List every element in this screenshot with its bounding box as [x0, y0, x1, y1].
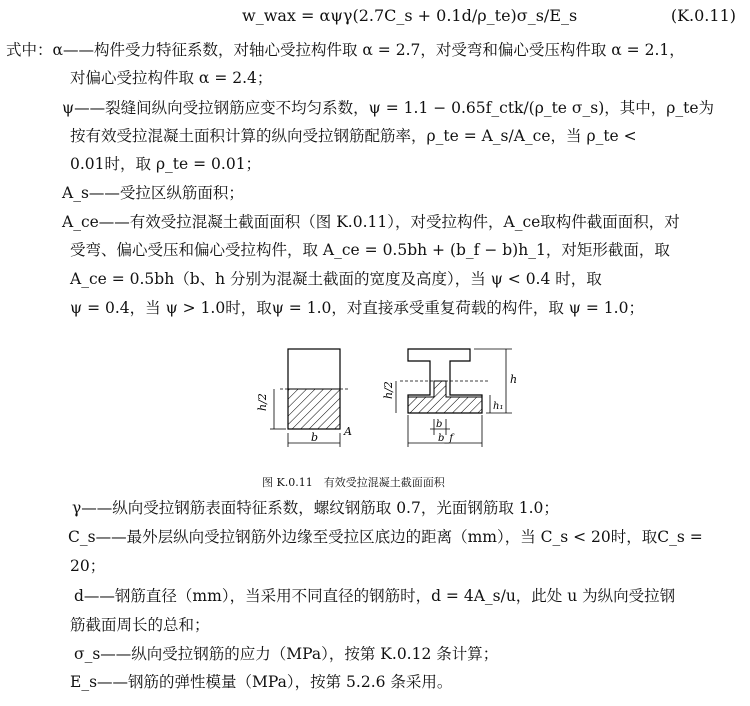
text-line: 0.01时，取 ρ_te = 0.01； — [70, 155, 262, 173]
label-A: A — [344, 425, 352, 438]
formula: w_wax = αψγ(2.7C_s + 0.1d/ρ_te)σ_s/E_s — [242, 6, 578, 25]
text-line: A_ce = 0.5bh（b、h 分别为混凝土截面的宽度及高度），当 ψ < 0.4 时，取 — [70, 270, 602, 288]
dim-half-h-left: h/2 — [256, 393, 269, 411]
text-line: A_s——受拉区纵筋面积； — [62, 184, 244, 202]
t-tension-zone — [408, 381, 482, 413]
text-line: ψ——裂缝间纵向受拉钢筋应变不均匀系数，ψ = 1.1 − 0.65f_ctk/(ρ_te σ_s)，其中，ρ_te为 — [62, 99, 715, 117]
text-line: E_s——钢筋的弹性模量（MPa），按第 5.2.6 条采用。 — [70, 673, 453, 691]
text-line: d——钢筋直径（mm），当采用不同直径的钢筋时，d = 4A_s/u，此处 u 为纵向受拉钢 — [74, 587, 676, 605]
text-line: 对偏心受拉构件取 α = 2.4； — [70, 69, 273, 87]
text-line: γ——纵向受拉钢筋表面特征系数，螺纹钢筋取 0.7，光面钢筋取 1.0； — [72, 499, 559, 517]
text-line: 20； — [70, 557, 106, 575]
dim-h1: h₁ — [493, 401, 504, 412]
dim-half-h-right: h/2 — [382, 381, 395, 399]
text-line: 按有效受拉混凝土面积计算的纵向受拉钢筋配筋率，ρ_te = A_s/A_ce，当 ρ_te < — [70, 127, 637, 145]
text-line: A_ce——有效受拉混凝土截面面积（图 K.0.11），对受拉构件，A_ce取构件截面面积，对 — [62, 213, 680, 231]
formula-number: (K.0.11) — [670, 6, 736, 25]
rect-tension-zone — [288, 389, 340, 429]
text-line: C_s——最外层纵向受拉钢筋外边缘至受拉区底边的距离（mm），当 C_s < 20时，取C_s = — [68, 528, 703, 546]
dim-b-left: b — [311, 431, 319, 444]
text-line: ψ = 0.4，当 ψ > 1.0时，取ψ = 1.0，对直接承受重复荷载的构件，取 ψ = 1.0； — [70, 299, 644, 317]
figure-caption: 图 K.0.11 有效受拉混凝土截面面积 — [262, 476, 445, 489]
dim-b-right: b — [436, 419, 443, 430]
text-line: 筋截面周长的总和； — [70, 616, 210, 634]
text-line: σ_s——纵向受拉钢筋的应力（MPa），按第 K.0.12 条计算； — [74, 645, 499, 663]
dim-h: h — [510, 373, 518, 386]
dim-bf: b_f — [438, 433, 454, 444]
text-line: 受弯、偏心受压和偏心受拉构件，取 A_ce = 0.5bh + (b_f − b)h_1，对矩形截面，取 — [70, 241, 670, 259]
section-figure — [250, 335, 540, 455]
text-line: 式中：α——构件受力特征系数，对轴心受拉构件取 α = 2.7，对受弯和偏心受压构件取 α = 2.1， — [6, 41, 685, 59]
